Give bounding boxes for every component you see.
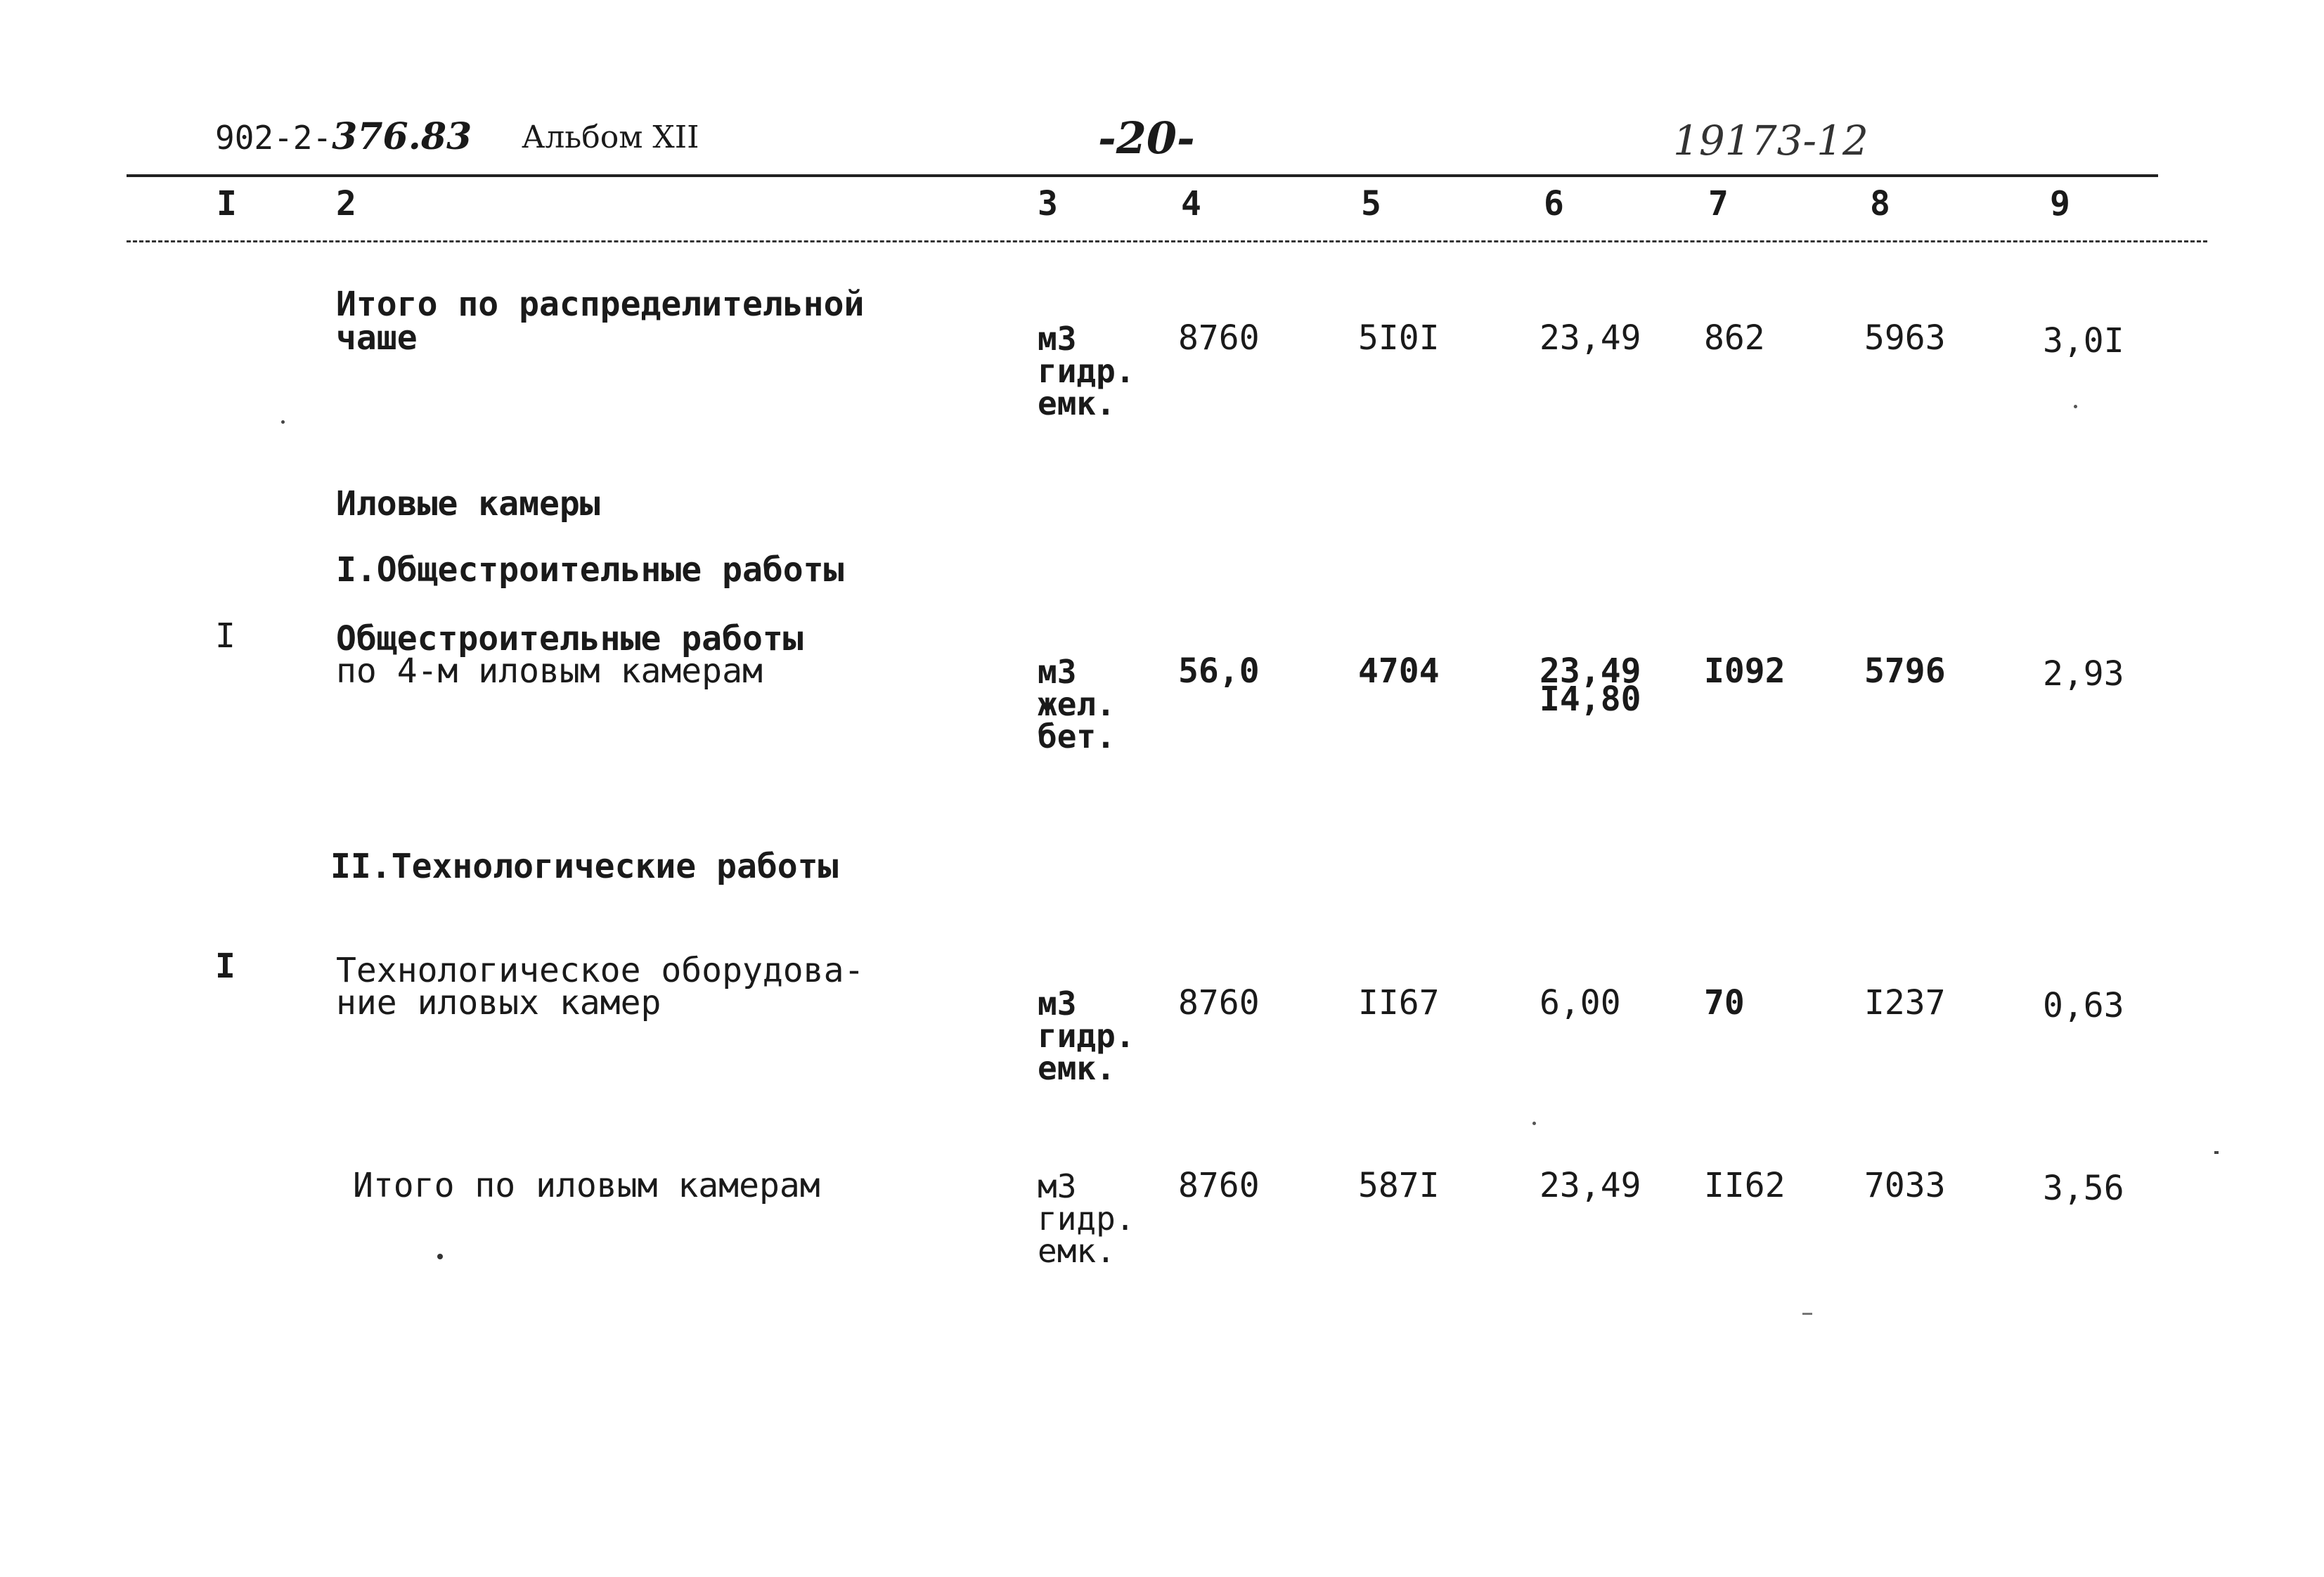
row-3-col-6: 6,00 (1539, 983, 1621, 1023)
row-1-col-9: 3,0I (2043, 321, 2124, 361)
column-header-4: 4 (1181, 184, 1201, 223)
column-header-9: 9 (2050, 184, 2070, 223)
row-2-name-line2: по 4-м иловым камерам (336, 651, 763, 691)
column-header-5: 5 (1361, 184, 1381, 223)
row-4-col-5: 587I (1358, 1166, 1440, 1205)
document-code-handwritten: 376.83 (332, 115, 472, 158)
row-1-col-7: 862 (1704, 318, 1765, 358)
document-code (215, 115, 472, 158)
row-2-col-6-second: I4,80 (1539, 680, 1641, 719)
album-label: Альбом XII (522, 119, 699, 155)
scan-speck (437, 1254, 443, 1259)
scan-speck (1802, 1313, 1812, 1315)
row-3-col-7: 70 (1704, 983, 1745, 1023)
row-2-col-5: 4704 (1358, 651, 1440, 691)
row-2-col-7: I092 (1704, 651, 1786, 691)
row-2-col-9: 2,93 (2043, 654, 2124, 694)
row-3-number: I (215, 947, 235, 986)
section-tech-works: II.Технологические работы (330, 847, 839, 886)
row-2-col-8: 5796 (1864, 651, 1946, 691)
row-3-col-9: 0,63 (2043, 986, 2124, 1025)
row-1-unit-1: м3 (1038, 320, 1077, 358)
column-header-8: 8 (1870, 184, 1890, 223)
row-2-unit-2: жел. (1038, 685, 1116, 723)
row-3-unit-3: емк. (1038, 1049, 1116, 1087)
scan-speck (2074, 405, 2077, 408)
row-3-unit-2: гидр. (1038, 1017, 1135, 1055)
row-1-unit-2: гидр. (1038, 352, 1135, 390)
row-4-unit-1: м3 (1038, 1167, 1077, 1205)
row-1-unit-3: емк. (1038, 384, 1116, 422)
row-2-name-line1: Общестроительные работы (336, 619, 803, 658)
row-3-name-line1: Технологическое оборудова- (336, 951, 865, 990)
column-header-2: 2 (336, 184, 356, 223)
row-4-col-8: 7033 (1864, 1166, 1946, 1205)
row-3-unit-1: м3 (1038, 985, 1077, 1023)
row-3-col-4: 8760 (1178, 983, 1260, 1023)
row-3-col-8: I237 (1864, 983, 1946, 1023)
row-1-name-line1: Итого по распределительной (336, 285, 865, 324)
row-4-col-6: 23,49 (1539, 1166, 1641, 1205)
column-header-3: 3 (1038, 184, 1058, 223)
row-1-col-8: 5963 (1864, 318, 1946, 358)
row-4-unit-3: емк. (1038, 1232, 1116, 1270)
column-header-6: 6 (1544, 184, 1564, 223)
scan-speck (2214, 1151, 2219, 1154)
scan-speck (1532, 1122, 1536, 1125)
row-2-unit-1: м3 (1038, 653, 1077, 691)
row-1-col-4: 8760 (1178, 318, 1260, 358)
section-general-works: I.Общестроительные работы (336, 550, 844, 590)
column-header-1: I (217, 184, 237, 223)
column-header-7: 7 (1708, 184, 1729, 223)
row-1-col-5: 5I0I (1358, 318, 1440, 358)
row-1-name-line2: чаше (336, 318, 418, 358)
row-4-unit-2: гидр. (1038, 1200, 1135, 1238)
section-sludge-chambers: Иловые камеры (336, 484, 600, 524)
sheet-number: 19173-12 (1673, 117, 1868, 164)
page-number: -20- (1098, 112, 1195, 164)
row-4-name-line1: Итого по иловым камерам (353, 1166, 820, 1205)
header-rule-bottom (127, 240, 2207, 242)
row-2-col-6: 23,49 (1539, 651, 1641, 691)
row-4-col-4: 8760 (1178, 1166, 1260, 1205)
row-2-col-4: 56,0 (1178, 651, 1260, 691)
scan-speck (281, 420, 285, 424)
row-3-col-5: II67 (1358, 983, 1440, 1023)
document-code-prefix: 902-2- (215, 119, 333, 157)
row-4-col-9: 3,56 (2043, 1169, 2124, 1208)
row-2-unit-3: бет. (1038, 718, 1116, 755)
row-2-number: I (215, 616, 235, 656)
row-4-col-7: II62 (1704, 1166, 1786, 1205)
row-3-name-line2: ние иловых камер (336, 983, 661, 1023)
row-1-col-6: 23,49 (1539, 318, 1641, 358)
header-rule-top (127, 174, 2158, 177)
